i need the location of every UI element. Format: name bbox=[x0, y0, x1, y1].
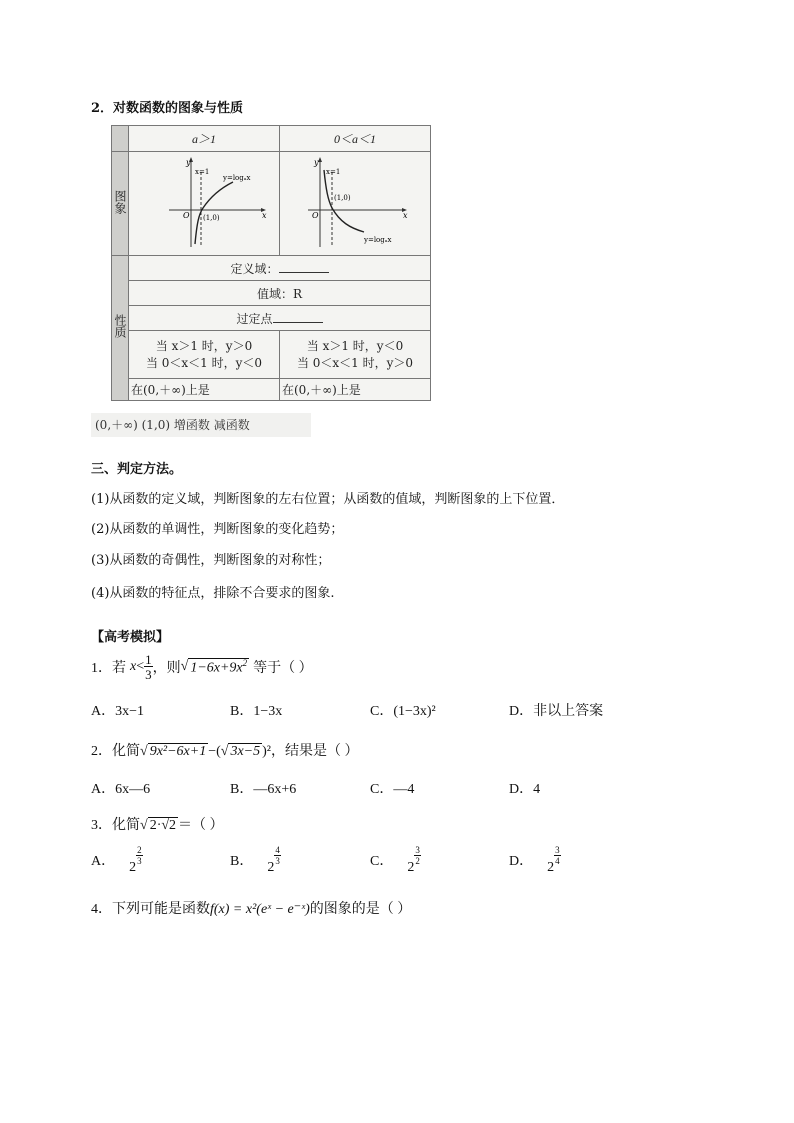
q1-option-b[interactable]: B．1−3x bbox=[230, 704, 283, 719]
q2-option-a[interactable]: A．6x—6 bbox=[91, 782, 151, 797]
radical-icon: √ bbox=[140, 744, 148, 759]
answer-strip: (0,＋∞) (1,0) 增函数 减函数 bbox=[91, 413, 311, 437]
q3-option-a[interactable]: A． 2 $\frac{2}{3}$ bbox=[91, 844, 142, 875]
graph-a-gt-1-svg bbox=[129, 152, 279, 252]
range-cell: 值域：R bbox=[129, 281, 431, 306]
header-a-gt-1: a＞1 bbox=[129, 126, 280, 152]
section-title-judge-method: 三、判定方法。 bbox=[91, 462, 183, 477]
question-2 bbox=[91, 740, 359, 760]
question-3 bbox=[91, 814, 224, 834]
q1-option-c[interactable]: C．(1−3x)² bbox=[370, 704, 436, 719]
row-label-graph: 图象 bbox=[112, 152, 129, 256]
q3-radicand: 2·√2 bbox=[149, 818, 177, 833]
sign-a-cell bbox=[129, 331, 280, 379]
graph-b-svg bbox=[280, 152, 430, 252]
q3-number: 3．化简 bbox=[91, 818, 140, 833]
graph-b-curve-label: y=logₐx bbox=[364, 236, 392, 244]
header-a-between: 0＜a＜1 bbox=[280, 126, 431, 152]
graph-a-gt-1 bbox=[129, 152, 280, 256]
q1-radicand: $1-6x+9x^2$ bbox=[190, 657, 248, 676]
q4-function: f(x) = x²(eˣ − e⁻ˣ) bbox=[210, 902, 310, 917]
q3-option-b[interactable]: B． 2 $\frac{4}{3}$ bbox=[230, 844, 280, 875]
q4-pre: 4．下列可能是函数 bbox=[91, 902, 210, 917]
log-function-table-scan bbox=[111, 125, 431, 401]
q1-mid: ，则 bbox=[152, 661, 181, 676]
sign-b-cell bbox=[280, 331, 431, 379]
graph-b-point-label: (1,0) bbox=[334, 194, 351, 202]
graph-a-curve-label: y=logₐx bbox=[223, 174, 251, 182]
q3-option-c[interactable]: C． 2 $\frac{3}{2}$ bbox=[370, 844, 420, 875]
graph-b-x-label: x bbox=[403, 211, 408, 220]
q1-option-a[interactable]: A．3x−1 bbox=[91, 704, 145, 719]
q2-number: 2．化简 bbox=[91, 744, 140, 759]
radical-icon: √ bbox=[180, 659, 189, 674]
q3-tail: ＝（ ） bbox=[178, 818, 224, 833]
q1-var: x bbox=[130, 659, 137, 674]
sign-b-line2: 当 0＜x＜1 时，y＞0 bbox=[296, 355, 414, 370]
row-label-props: 性质 bbox=[112, 256, 129, 401]
radical-icon: √ bbox=[220, 744, 229, 759]
graph-b-origin: O bbox=[312, 211, 319, 220]
q1-option-d[interactable]: D．非以上答案 bbox=[509, 704, 604, 719]
graph-a-x-label: x bbox=[262, 211, 267, 220]
q2-option-d[interactable]: D．4 bbox=[509, 782, 541, 797]
sign-a-line2: 当 0＜x＜1 时，y＜0 bbox=[145, 355, 263, 370]
graph-a-y-label: y bbox=[186, 158, 191, 167]
graph-b-x1-label: x=1 bbox=[326, 168, 341, 176]
q2-option-b[interactable]: B．—6x+6 bbox=[230, 782, 297, 797]
method-item-2: (2)从函数的单调性，判断图象的变化趋势； bbox=[91, 522, 344, 537]
section-title-log-function: 2．对数函数的图象与性质 bbox=[91, 101, 244, 116]
mono-b-cell: 在(0,＋∞)上是 bbox=[280, 379, 431, 401]
graph-b-y-label: y bbox=[314, 158, 319, 167]
radical-icon: √ bbox=[140, 818, 148, 833]
question-4 bbox=[91, 898, 411, 918]
q4-post: 的图象的是（ ） bbox=[309, 902, 412, 917]
q2-minus: −( bbox=[208, 744, 221, 759]
domain-cell: 定义域： bbox=[129, 256, 431, 281]
fixed-point-cell: 过定点 bbox=[129, 306, 431, 331]
q2-option-c[interactable]: C．—4 bbox=[370, 782, 415, 797]
sign-a-line1: 当 x＞1 时，y＞0 bbox=[155, 338, 253, 353]
q2-tail: )²，结果是（ ） bbox=[262, 744, 359, 759]
log-function-table bbox=[111, 125, 431, 401]
method-item-3: (3)从函数的奇偶性，判断图象的对称性； bbox=[91, 553, 331, 568]
practice-title: 【高考模拟】 bbox=[91, 630, 170, 645]
graph-a-between bbox=[280, 152, 431, 256]
q1-lt: < bbox=[136, 659, 145, 674]
graph-a-origin: O bbox=[183, 211, 190, 220]
method-item-1: (1)从函数的定义域，判断图象的左右位置；从函数的值域，判断图象的上下位置． bbox=[91, 492, 565, 507]
q2-radicand-1: 9x²−6x+1 bbox=[149, 744, 207, 759]
q1-tail: 等于（ ） bbox=[253, 661, 313, 676]
sign-b-line1: 当 x＞1 时，y＜0 bbox=[306, 338, 404, 353]
question-1 bbox=[91, 648, 313, 686]
q1-number: 1．若 bbox=[91, 661, 126, 676]
method-item-4: (4)从函数的特征点，排除不合要求的图象. bbox=[91, 586, 335, 601]
q2-radicand-2: 3x−5 bbox=[230, 744, 261, 759]
q3-option-d[interactable]: D． 2 $\frac{3}{4}$ bbox=[509, 844, 560, 875]
q1-fraction: $\frac{1}{3}$ bbox=[145, 652, 152, 682]
mono-a-cell: 在(0,＋∞)上是 bbox=[129, 379, 280, 401]
graph-a-point-label: (1,0) bbox=[203, 214, 220, 222]
graph-a-x1-label: x=1 bbox=[195, 168, 210, 176]
